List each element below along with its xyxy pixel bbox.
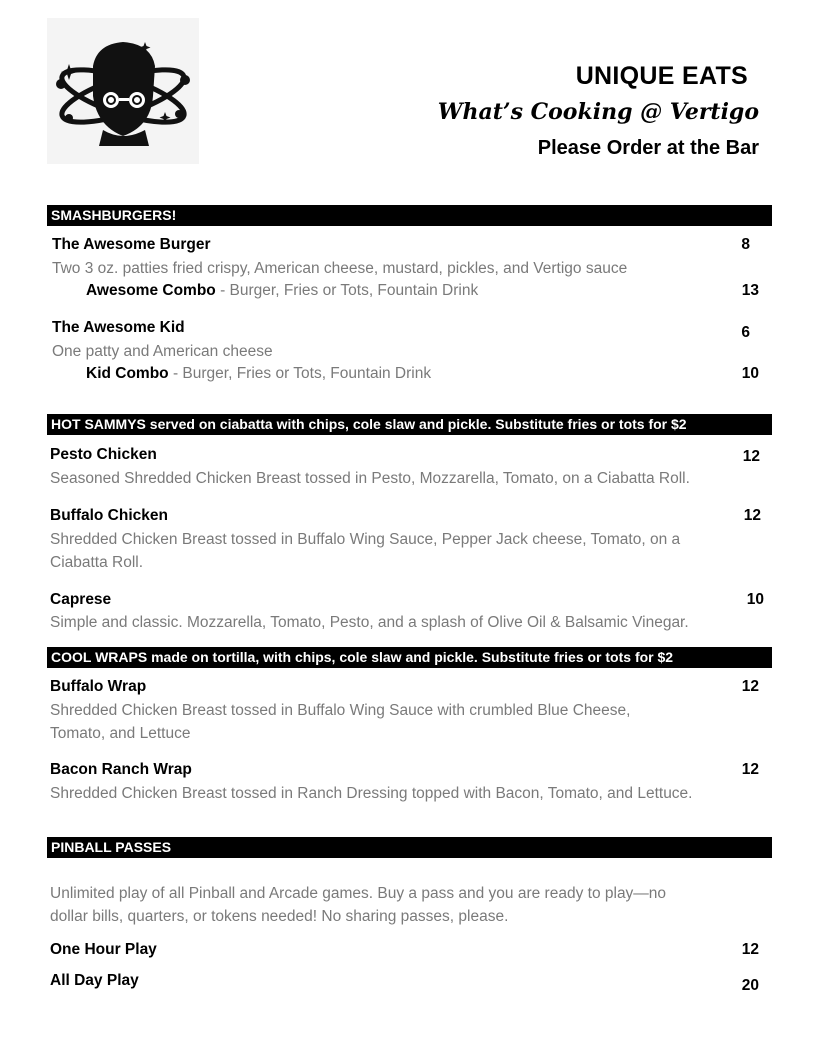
section-header-hot-sammys: HOT SAMMYS served on ciabatta with chips, cole slaw and pickle. Substitute fries or tots for $2 [47,414,772,435]
section-header-pinball-passes: PINBALL PASSES [47,837,772,858]
item-name: Bacon Ranch Wrap [50,761,192,778]
pinball-description: Unlimited play of all Pinball and Arcade games. Buy a pass and you are ready to play—no [50,885,667,902]
logo [47,18,199,164]
item-description: Simple and classic. Mozzarella, Tomato, Pesto, and a splash of Olive Oil & Balsamic Vinegar. [50,614,689,631]
combo-price: 10 [741,365,759,382]
item-description: Shredded Chicken Breast tossed in Buffalo Wing Sauce with crumbled Blue Cheese, [50,702,631,719]
combo-line [86,282,478,300]
item-price: 10 [746,591,764,608]
item-price: 12 [742,448,760,465]
item-name: Buffalo Wrap [50,678,147,695]
order-note: Please Order at the Bar [537,137,759,159]
item-price: 8 [741,236,750,253]
item-name: Caprese [50,591,112,608]
page-subtitle: What’s Cooking @ Vertigo [437,99,759,125]
item-description: Shredded Chicken Breast tossed in Ranch Dressing topped with Bacon, Tomato, and Lettuce. [50,785,693,802]
combo-name: Kid Combo [86,365,169,382]
item-name: The Awesome Burger [52,236,211,253]
vertigo-logo-icon [47,18,199,164]
combo-line [86,365,431,383]
combo-description: - Burger, Fries or Tots, Fountain Drink [168,365,432,382]
item-name: All Day Play [50,972,139,989]
item-description: Shredded Chicken Breast tossed in Buffalo Wing Sauce, Pepper Jack cheese, Tomato, on a [50,531,681,548]
item-price: 20 [741,977,759,994]
item-price: 12 [741,678,759,695]
item-price: 6 [741,324,750,341]
item-description: Seasoned Shredded Chicken Breast tossed in Pesto, Mozzarella, Tomato, on a Ciabatta Roll. [50,470,690,487]
item-description: Ciabatta Roll. [50,554,144,571]
item-name: The Awesome Kid [52,319,185,336]
item-price: 12 [741,761,759,778]
page-title: UNIQUE EATS [575,62,748,90]
item-description: One patty and American cheese [52,343,273,360]
combo-description: - Burger, Fries or Tots, Fountain Drink [215,282,479,299]
section-header-cool-wraps: COOL WRAPS made on tortilla, with chips, cole slaw and pickle. Substitute fries or tots for $2 [47,647,772,668]
pinball-description: dollar bills, quarters, or tokens needed! No sharing passes, please. [50,908,509,925]
item-description: Two 3 oz. patties fried crispy, American cheese, mustard, pickles, and Vertigo sauce [52,260,628,277]
item-name: One Hour Play [50,941,157,958]
item-name: Pesto Chicken [50,446,157,463]
item-price: 12 [743,507,761,524]
combo-price: 13 [741,282,759,299]
item-description: Tomato, and Lettuce [50,725,191,742]
combo-name: Awesome Combo [86,282,216,299]
section-header-smashburgers: SMASHBURGERS! [47,205,772,226]
item-name: Buffalo Chicken [50,507,168,524]
item-price: 12 [741,941,759,958]
